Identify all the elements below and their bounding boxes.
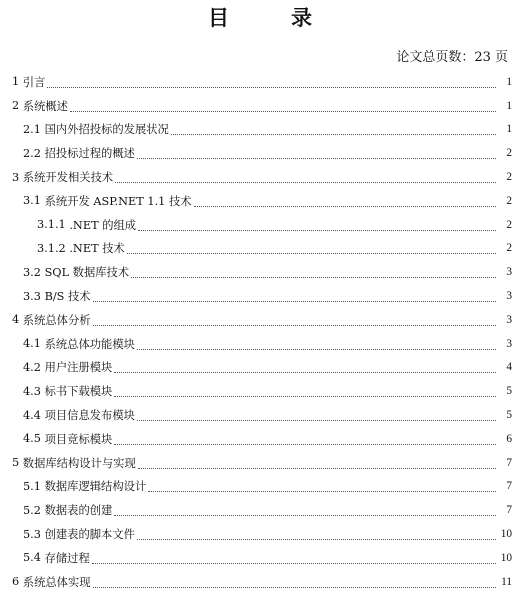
title-char-right: 录 (291, 5, 312, 30)
toc-dot-leader (115, 181, 496, 183)
toc-dot-leader (114, 514, 496, 516)
toc-dot-leader (148, 490, 496, 492)
toc-entry-label: 招投标过程的概述 (44, 147, 135, 161)
table-of-contents (0, 70, 520, 594)
toc-entry[interactable] (0, 237, 520, 261)
toc-entry-label: 数据表的创建 (44, 504, 113, 518)
toc-entry[interactable] (0, 570, 520, 594)
toc-entry-label: 项目信息发布模块 (44, 409, 135, 423)
toc-entry-page-number: 1 (506, 99, 512, 112)
toc-entry-label: SQL 数据库技术 (44, 266, 130, 280)
toc-entry-page-number: 2 (506, 147, 512, 160)
toc-entry-number: 4.4 (23, 408, 45, 422)
toc-entry[interactable] (0, 165, 520, 189)
toc-entry[interactable] (0, 213, 520, 237)
toc-dot-leader (137, 538, 496, 540)
toc-entry-page-number: 5 (506, 385, 512, 398)
toc-entry-page-number: 7 (506, 504, 512, 517)
toc-entry-number: 4.3 (23, 384, 45, 398)
toc-dot-leader (137, 157, 496, 159)
toc-entry[interactable] (0, 403, 520, 427)
toc-entry-page-number: 1 (506, 123, 512, 136)
toc-entry-number: 4 (12, 313, 23, 327)
toc-entry-number: 3.3 (23, 289, 45, 303)
toc-dot-leader (93, 300, 496, 302)
toc-entry-number: 5.4 (23, 551, 45, 565)
toc-entry-page-number: 3 (506, 337, 512, 350)
toc-entry-page-number: 6 (506, 432, 512, 445)
toc-dot-leader (137, 419, 496, 421)
toc-entry-page-number: 3 (506, 266, 512, 279)
toc-entry-page-number: 1 (506, 75, 512, 88)
toc-dot-leader (93, 586, 496, 588)
toc-entry-label: 系统总体分析 (22, 313, 91, 327)
toc-entry-number: 5.1 (23, 479, 45, 493)
toc-entry-label: 国内外招投标的发展状况 (44, 123, 169, 137)
toc-entry[interactable] (0, 260, 520, 284)
toc-entry-number: 2.2 (23, 146, 45, 160)
toc-entry-number: 3.2 (23, 265, 45, 279)
toc-entry[interactable] (0, 546, 520, 570)
toc-entry-number: 3.1.1 (37, 218, 70, 232)
toc-entry-label: 创建表的脚本文件 (44, 528, 135, 542)
toc-dot-leader (127, 252, 496, 254)
toc-dot-leader (70, 110, 496, 112)
toc-entry-page-number: 2 (506, 242, 512, 255)
toc-entry-page-number: 2 (506, 171, 512, 184)
toc-entry-number: 5.3 (23, 527, 45, 541)
toc-entry-page-number: 3 (506, 290, 512, 303)
toc-entry-label: 存储过程 (44, 551, 90, 565)
toc-entry[interactable] (0, 356, 520, 380)
toc-dot-leader (92, 562, 496, 564)
toc-entry-label: 数据库结构设计与实现 (22, 456, 136, 470)
toc-entry-page-number: 10 (500, 551, 512, 564)
toc-dot-leader (171, 133, 496, 135)
toc-dot-leader (194, 205, 496, 207)
toc-dot-leader (114, 371, 496, 373)
toc-entry[interactable] (0, 427, 520, 451)
toc-entry-number: 3.1 (23, 194, 45, 208)
toc-entry[interactable] (0, 379, 520, 403)
toc-entry-number: 6 (12, 575, 23, 589)
toc-entry[interactable] (0, 94, 520, 118)
toc-dot-leader (131, 276, 496, 278)
toc-entry[interactable] (0, 189, 520, 213)
toc-entry-number: 3 (12, 170, 23, 184)
toc-entry-page-number: 7 (506, 456, 512, 469)
toc-entry-number: 4.5 (23, 432, 45, 446)
toc-entry-number: 5.2 (23, 503, 45, 517)
toc-entry-label: 系统开发相关技术 (22, 171, 114, 185)
toc-dot-leader (47, 86, 496, 88)
toc-entry[interactable] (0, 308, 520, 332)
toc-entry-label: .NET 的组成 (69, 218, 137, 232)
toc-entry-label: 用户注册模块 (44, 361, 113, 375)
toc-dot-leader (93, 324, 496, 326)
toc-entry[interactable] (0, 118, 520, 142)
toc-entry-number: 3.1.2 (37, 241, 70, 255)
toc-entry[interactable] (0, 141, 520, 165)
toc-entry-page-number: 10 (500, 528, 512, 541)
toc-entry-number: 5 (12, 456, 23, 470)
toc-entry-number: 2 (12, 99, 23, 113)
toc-entry-label: 标书下载模块 (44, 385, 113, 399)
toc-entry-label: .NET 技术 (69, 242, 125, 256)
toc-entry[interactable] (0, 284, 520, 308)
toc-entry-page-number: 4 (506, 361, 512, 374)
toc-dot-leader (114, 395, 496, 397)
toc-dot-leader (138, 229, 496, 231)
toc-entry-label: 系统开发 ASP.NET 1.1 技术 (44, 194, 192, 208)
page-title (0, 2, 520, 32)
toc-entry-label: B/S 技术 (44, 290, 91, 304)
toc-entry-page-number: 2 (506, 218, 512, 231)
toc-entry-page-number: 3 (506, 313, 512, 326)
toc-entry-label: 引言 (22, 75, 46, 89)
toc-entry-page-number: 5 (506, 409, 512, 422)
toc-entry-label: 项目竞标模块 (44, 432, 113, 446)
toc-entry-label: 系统总体功能模块 (44, 337, 135, 351)
toc-entry[interactable] (0, 332, 520, 356)
toc-dot-leader (137, 348, 496, 350)
title-char-left: 目 (208, 5, 229, 30)
toc-entry-number: 4.2 (23, 360, 45, 374)
total-page-count: 论文总页数：23 页 (396, 50, 508, 65)
toc-entry-number: 4.1 (23, 337, 45, 351)
toc-entry[interactable] (0, 498, 520, 522)
toc-dot-leader (114, 443, 496, 445)
toc-entry[interactable] (0, 70, 520, 94)
toc-entry-label: 系统概述 (22, 99, 68, 113)
toc-entry-number: 1 (12, 75, 23, 89)
toc-entry-number: 2.1 (23, 122, 45, 136)
toc-entry-page-number: 2 (506, 194, 512, 207)
toc-entry[interactable] (0, 475, 520, 499)
toc-entry-label: 数据库逻辑结构设计 (44, 480, 147, 494)
toc-dot-leader (138, 467, 496, 469)
toc-entry-label: 系统总体实现 (22, 575, 91, 589)
toc-entry[interactable] (0, 522, 520, 546)
toc-entry[interactable] (0, 451, 520, 475)
toc-entry-page-number: 7 (506, 480, 512, 493)
toc-entry-page-number: 11 (501, 575, 512, 588)
